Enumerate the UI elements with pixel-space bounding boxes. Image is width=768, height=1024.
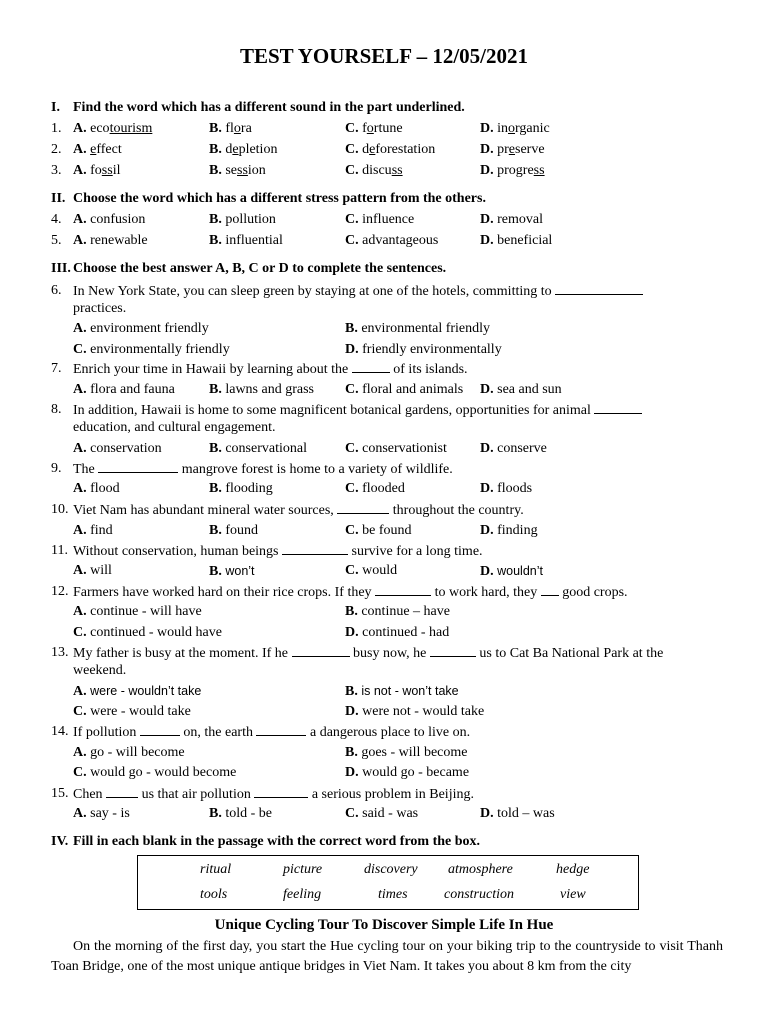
- question-14-options-row1: [0, 744, 768, 762]
- question-10: [0, 501, 768, 519]
- question-stem: Chen us that air pollution a serious problem in Beijing.: [73, 787, 474, 802]
- question-number: 11.: [51, 543, 68, 558]
- option-a: A. conservation: [73, 441, 162, 456]
- option-c: C. would: [345, 563, 398, 578]
- option-b: B. flora: [209, 121, 252, 136]
- word-box-item: picture: [283, 862, 323, 877]
- question-stem: My father is busy at the moment. If he busy now, he us to Cat Ba National Park at the: [73, 646, 664, 661]
- option-a: A. flood: [73, 481, 120, 496]
- question-13: [0, 644, 768, 662]
- option-a: A. were - wouldn’t take: [73, 684, 202, 699]
- option-c: C. be found: [345, 523, 412, 538]
- question-12: [0, 583, 768, 601]
- option-b: B. continue – have: [345, 604, 450, 619]
- question-15-options: [0, 805, 768, 823]
- option-b: B. is not - won’t take: [345, 684, 459, 699]
- option-d: D. preserve: [480, 142, 545, 157]
- option-b: B. told - be: [209, 806, 272, 821]
- question-number: 14.: [51, 724, 69, 739]
- question-number: 1.: [51, 121, 62, 136]
- option-d: D. removal: [480, 212, 543, 227]
- option-a: A. environment friendly: [73, 321, 209, 336]
- option-a: A. ecotourism: [73, 121, 153, 136]
- question-number: 12.: [51, 584, 69, 599]
- question-number: 4.: [51, 212, 62, 227]
- section-3-number: III.: [51, 261, 71, 276]
- option-b: B. flooding: [209, 481, 273, 496]
- question-stem: If pollution on, the earth a dangerous place to live on.: [73, 725, 471, 740]
- question-number: 5.: [51, 233, 62, 248]
- option-b: B. goes - will become: [345, 745, 468, 760]
- option-d: D. sea and sun: [480, 382, 562, 397]
- word-box: [137, 855, 639, 910]
- option-c: C. influence: [345, 212, 415, 227]
- section-2-number: II.: [51, 191, 66, 206]
- option-b: B. depletion: [209, 142, 278, 157]
- option-d: D. wouldn’t: [480, 564, 543, 579]
- section-3-text: Choose the best answer A, B, C or D to complete the sentences.: [73, 261, 447, 276]
- question-stem: Viet Nam has abundant mineral water sources, throughout the country.: [73, 503, 524, 518]
- answer-blank: [98, 460, 178, 473]
- option-c: C. floral and animals: [345, 382, 464, 397]
- option-b: B. session: [209, 163, 266, 178]
- answer-blank: [594, 401, 642, 414]
- question-stem: In New York State, you can sleep green by staying at one of the hotels, committing to: [73, 282, 643, 301]
- answer-blank: [106, 785, 138, 798]
- question-6: [0, 282, 768, 300]
- section-1-heading: [51, 100, 465, 116]
- option-b: B. lawns and grass: [209, 382, 314, 397]
- question-6-options-row2: [0, 341, 768, 359]
- question-14: [0, 723, 768, 741]
- question-9: [0, 460, 768, 478]
- option-a: A. flora and fauna: [73, 382, 175, 397]
- question-7: [0, 360, 768, 378]
- question-stem: Farmers have worked hard on their rice crops. If they to work hard, they good crops.: [73, 585, 628, 600]
- word-box-item: ritual: [200, 862, 232, 877]
- question-stem: Enrich your time in Hawaii by learning about the of its islands.: [73, 362, 468, 377]
- section-1-number: I.: [51, 100, 60, 115]
- question-10-options: [0, 522, 768, 540]
- question-stem-continued: weekend.: [73, 663, 127, 678]
- question-5: [0, 232, 768, 250]
- question-8-continuation: [0, 419, 768, 437]
- section-2-text: Choose the word which has a different stress pattern from the others.: [73, 191, 486, 206]
- question-12-options-row2: [0, 624, 768, 642]
- option-d: D. friendly environmentally: [345, 342, 502, 357]
- option-a: A. renewable: [73, 233, 148, 248]
- question-number: 6.: [51, 283, 62, 298]
- question-stem: Without conservation, human beings survive for a long time.: [73, 544, 483, 559]
- section-3-heading: [51, 261, 446, 277]
- word-box-item: times: [378, 887, 408, 902]
- word-box-item: discovery: [364, 862, 418, 877]
- answer-blank: [337, 501, 389, 514]
- option-b: B. influential: [209, 233, 283, 248]
- question-number: 7.: [51, 361, 62, 376]
- option-a: A. find: [73, 523, 113, 538]
- option-c: C. conservationist: [345, 441, 447, 456]
- answer-blank: [375, 583, 431, 596]
- question-stem-continued: education, and cultural engagement.: [73, 420, 276, 435]
- option-b: B. environmental friendly: [345, 321, 491, 336]
- answer-blank: [352, 360, 390, 373]
- option-d: D. told – was: [480, 806, 555, 821]
- question-11-options: [0, 562, 768, 580]
- answer-blank: [541, 583, 559, 596]
- section-1-text: Find the word which has a different sound in the part underlined.: [73, 100, 465, 115]
- word-box-item: construction: [444, 887, 514, 902]
- option-c: C. would go - would become: [73, 765, 237, 780]
- question-stem-continued: practices.: [73, 301, 127, 316]
- option-b: B. pollution: [209, 212, 276, 227]
- option-b: B. found: [209, 523, 259, 538]
- section-4-heading: [51, 834, 480, 850]
- option-d: D. floods: [480, 481, 533, 496]
- word-box-item: feeling: [283, 887, 322, 902]
- question-number: 9.: [51, 461, 62, 476]
- question-13-options-row1: [0, 682, 768, 700]
- option-c: C. flooded: [345, 481, 405, 496]
- option-c: C. advantageous: [345, 233, 439, 248]
- option-c: C. said - was: [345, 806, 419, 821]
- section-2-heading: [51, 191, 486, 207]
- question-stem: In addition, Hawaii is home to some magnificent botanical gardens, opportunities for animal: [73, 401, 642, 420]
- option-d: D. would go - became: [345, 765, 470, 780]
- option-a: A. confusion: [73, 212, 146, 227]
- question-8: [0, 401, 768, 419]
- option-c: C. deforestation: [345, 142, 436, 157]
- option-a: A. fossil: [73, 163, 121, 178]
- passage-text: On the morning of the first day, you start the Hue cycling tour on your biking trip to the countryside to visit Thanh Toan Bridge, one of the most unique antique bridges in Viet Nam. It takes you about 8 km from the city: [51, 939, 723, 974]
- answer-blank: [555, 282, 643, 295]
- section-4-number: IV.: [51, 834, 69, 849]
- question-1: [0, 120, 768, 138]
- option-d: D. inorganic: [480, 121, 550, 136]
- option-a: A. will: [73, 563, 112, 578]
- option-b: B. won’t: [209, 564, 255, 579]
- option-d: D. finding: [480, 523, 538, 538]
- option-a: A. go - will become: [73, 745, 185, 760]
- word-box-item: view: [560, 887, 586, 902]
- answer-blank: [430, 644, 476, 657]
- option-d: D. conserve: [480, 441, 547, 456]
- section-4-text: Fill in each blank in the passage with the correct word from the box.: [73, 834, 481, 849]
- question-stem: The mangrove forest is home to a variety of wildlife.: [73, 462, 453, 477]
- question-14-options-row2: [0, 764, 768, 782]
- question-6-options-row1: [0, 320, 768, 338]
- option-c: C. discuss: [345, 163, 403, 178]
- page-title: TEST YOURSELF – 12/05/2021: [239, 44, 529, 68]
- option-d: D. continued - had: [345, 625, 450, 640]
- option-c: C. were - would take: [73, 704, 191, 719]
- question-4: [0, 211, 768, 229]
- question-number: 3.: [51, 163, 62, 178]
- option-d: D. progress: [480, 163, 545, 178]
- word-box-item: tools: [200, 887, 228, 902]
- option-a: A. effect: [73, 142, 122, 157]
- question-11: [0, 542, 768, 560]
- question-2: [0, 141, 768, 159]
- option-a: A. say - is: [73, 806, 130, 821]
- question-number: 13.: [51, 645, 69, 660]
- option-b: B. conservational: [209, 441, 307, 456]
- option-c: C. fortune: [345, 121, 403, 136]
- word-box-item: hedge: [556, 862, 590, 877]
- question-7-options: [0, 381, 768, 399]
- passage-title: Unique Cycling Tour To Discover Simple Life In Hue: [214, 917, 554, 933]
- question-number: 2.: [51, 142, 62, 157]
- answer-blank: [292, 644, 350, 657]
- option-a: A. continue - will have: [73, 604, 202, 619]
- word-box-item: atmosphere: [448, 862, 513, 877]
- answer-blank: [254, 785, 308, 798]
- question-12-options-row1: [0, 603, 768, 621]
- question-9-options: [0, 480, 768, 498]
- option-d: D. beneficial: [480, 233, 553, 248]
- option-c: C. continued - would have: [73, 625, 222, 640]
- answer-blank: [282, 542, 348, 555]
- question-13-continuation: [0, 662, 768, 680]
- question-number: 10.: [51, 502, 69, 517]
- option-c: C. environmentally friendly: [73, 342, 230, 357]
- question-number: 8.: [51, 402, 62, 417]
- answer-blank: [140, 723, 180, 736]
- question-6-continuation: [0, 300, 768, 318]
- question-13-options-row2: [0, 703, 768, 721]
- question-3: [0, 162, 768, 180]
- question-8-options: [0, 440, 768, 458]
- question-15: [0, 785, 768, 803]
- question-number: 15.: [51, 786, 69, 801]
- option-d: D. were not - would take: [345, 704, 485, 719]
- answer-blank: [256, 723, 306, 736]
